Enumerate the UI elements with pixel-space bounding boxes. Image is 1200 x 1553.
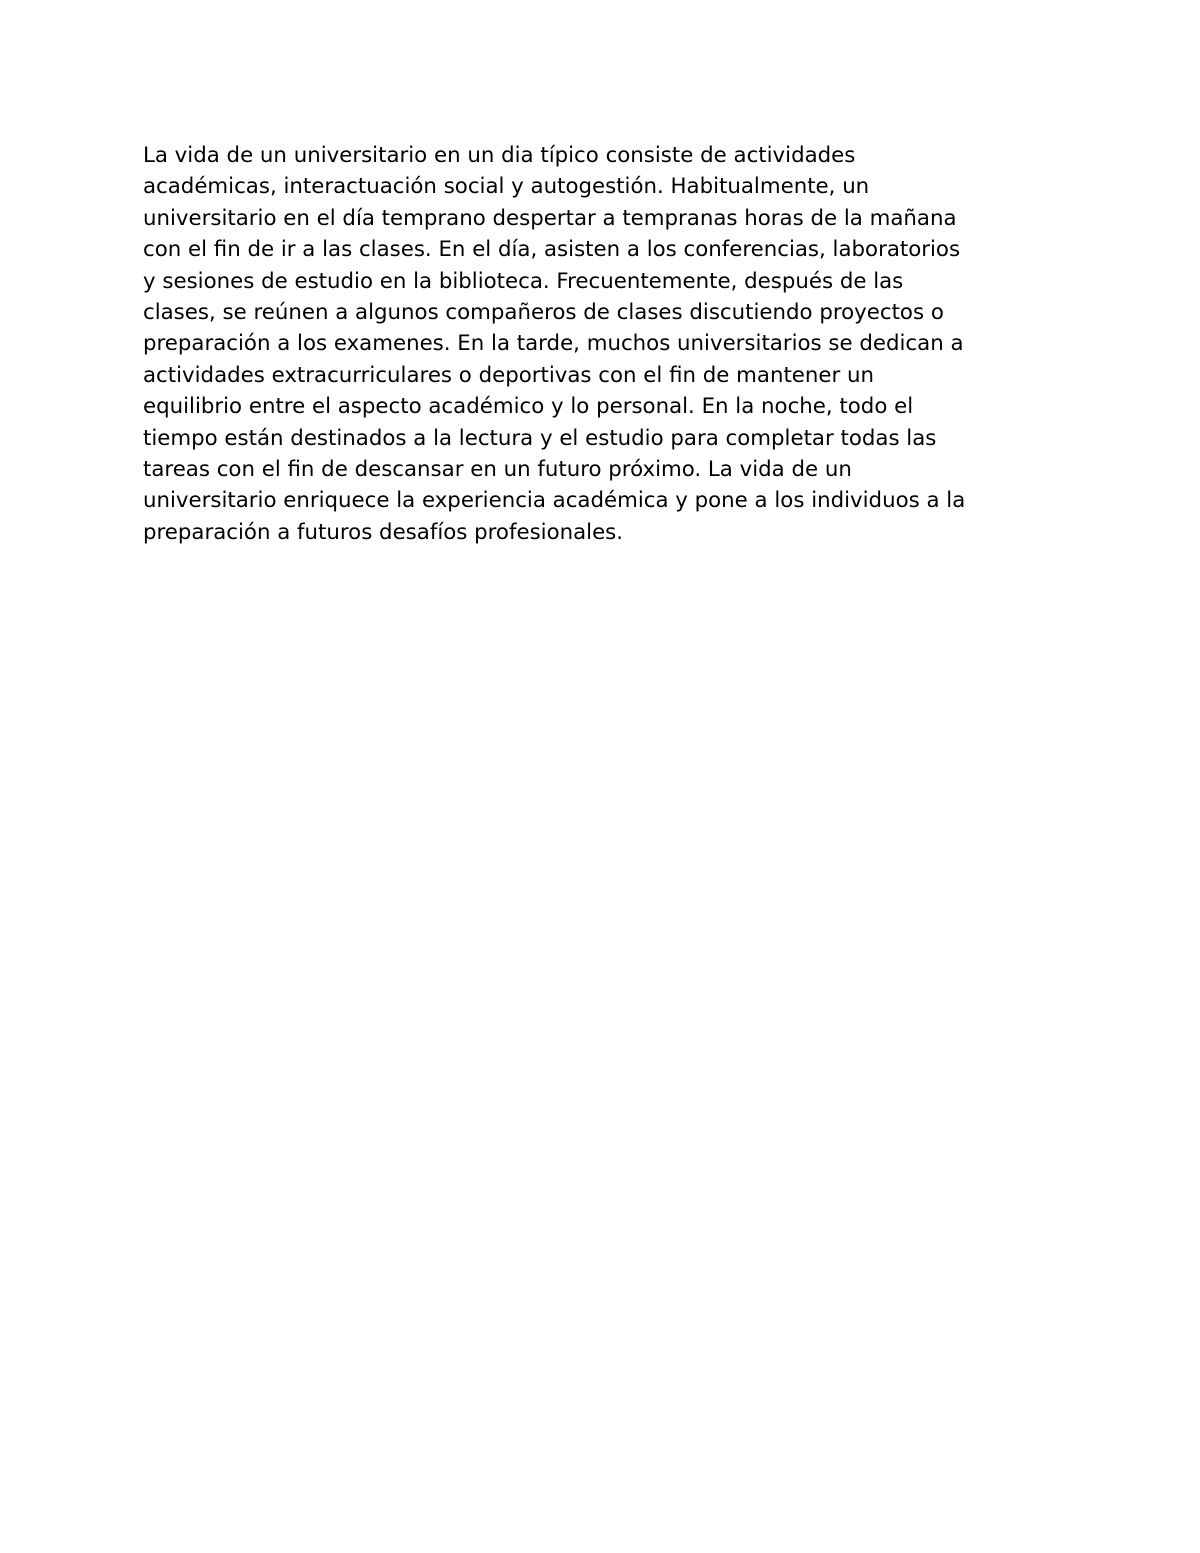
- paragraph-line: académicas, interactuación social y autogestión. Habitualmente, un: [143, 174, 870, 200]
- paragraph-line: La vida de un universitario en un dia típico consiste de actividades: [143, 143, 856, 168]
- paragraph-line: y sesiones de estudio en la biblioteca. Frecuentemente, después de las: [143, 268, 904, 294]
- paragraph-line: tiempo están destinados a la lectura y el estudio para completar todas las: [143, 425, 937, 451]
- paragraph-line: tareas con el fin de descansar en un futuro próximo. La vida de un: [143, 457, 852, 483]
- paragraph-line: preparación a futuros desafíos profesionales.: [143, 519, 624, 545]
- paragraph-line: universitario enriquece la experiencia académica y pone a los individuos a la: [143, 488, 966, 514]
- paragraph-line: actividades extracurriculares o deportivas con el fin de mantener un: [143, 362, 875, 388]
- body-paragraph: [143, 140, 1063, 548]
- paragraph-line: clases, se reúnen a algunos compañeros de clases discutiendo proyectos o: [143, 300, 944, 326]
- paragraph-line: equilibrio entre el aspecto académico y lo personal. En la noche, todo el: [143, 394, 914, 420]
- paragraph-line: preparación a los examenes. En la tarde, muchos universitarios se dedican a: [143, 331, 964, 357]
- paragraph-line: universitario en el día temprano despertar a tempranas horas de la mañana: [143, 205, 957, 231]
- paragraph-line: con el fin de ir a las clases. En el día, asisten a los conferencias, laboratorios: [143, 237, 961, 263]
